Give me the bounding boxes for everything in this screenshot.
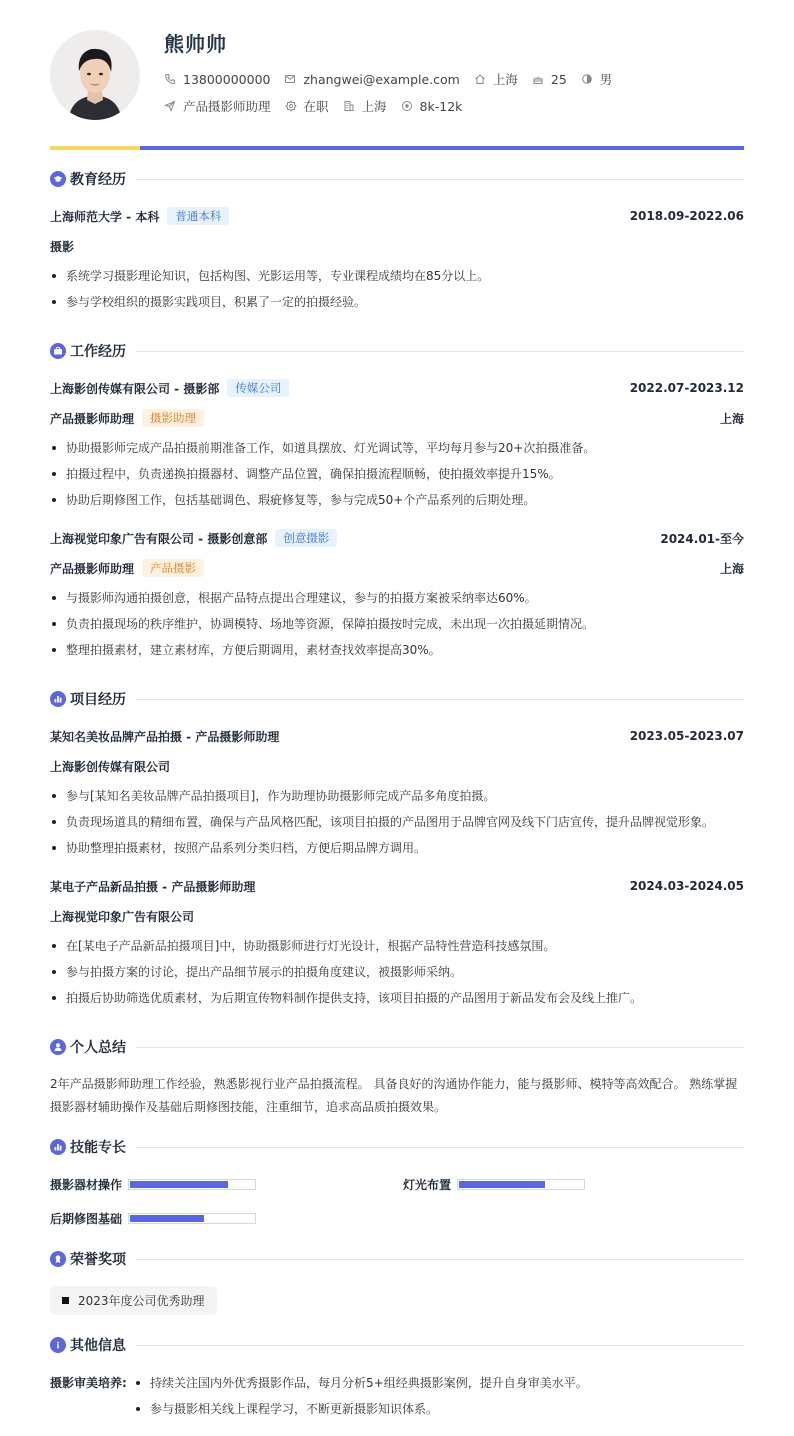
gender-value: 男 — [599, 72, 613, 87]
section-title: 其他信息 — [70, 1338, 126, 1354]
email-item — [284, 72, 459, 87]
cake-icon — [532, 73, 544, 85]
list-item: 参与拍摄方案的讨论，提出产品细节展示的拍摄角度建议，被摄影师采纳。 — [50, 959, 744, 985]
major-row — [50, 236, 744, 256]
project-company-row — [50, 756, 744, 776]
list-item: 协助整理拍摄素材，按照产品系列分类归档，方便后期品牌方调用。 — [50, 835, 744, 861]
send-icon — [164, 100, 176, 112]
list-item: 协助后期修图工作，包括基础调色、瑕疵修复等，参与完成50+个产品系列的后期处理。 — [50, 487, 744, 513]
mail-icon — [284, 73, 296, 85]
skill-level-bar — [128, 1213, 256, 1224]
award-label: 2023年度公司优秀助理 — [78, 1294, 205, 1308]
section-title: 工作经历 — [70, 344, 126, 360]
work-role-row — [50, 558, 744, 578]
list-item: 在[某电子产品新品拍摄项目]中，协助摄影师进行灯光设计，根据产品特性营造科技感氛围。 — [50, 933, 744, 959]
role-tag: 摄影助理 — [142, 409, 204, 427]
city-value: 上海 — [361, 99, 387, 114]
hometown-item — [474, 70, 518, 88]
skill-level-bar — [128, 1179, 256, 1190]
project-bullets — [50, 783, 744, 861]
skill-item — [50, 1210, 256, 1227]
work-location: 上海 — [719, 411, 744, 426]
project-bullets — [50, 933, 744, 1011]
contact-info-row — [164, 70, 626, 88]
section-awards-heading — [50, 1249, 744, 1269]
project-company: 上海影创传媒有限公司 — [50, 759, 171, 774]
company-tag: 创意摄影 — [275, 529, 337, 547]
list-item: 参与学校组织的摄影实践项目，积累了一定的拍摄经验。 — [50, 289, 744, 315]
company-tag: 传媒公司 — [227, 379, 289, 397]
work-date: 2024.01-至今 — [660, 531, 744, 546]
other-label: 摄影审美培养: — [50, 1376, 127, 1390]
section-title: 荣誉奖项 — [70, 1252, 126, 1268]
section-work-heading — [50, 341, 744, 361]
salary-value: 8k-12k — [419, 98, 463, 114]
work-header-row — [50, 528, 744, 548]
email-value: zhangwei@example.com — [303, 71, 460, 87]
award-badge — [50, 1286, 217, 1315]
gear-icon — [285, 100, 297, 112]
section-education-heading — [50, 169, 744, 189]
section-projects-heading — [50, 689, 744, 709]
square-bullet-icon — [62, 1297, 69, 1304]
skill-level-bar — [457, 1179, 585, 1190]
info-icon — [50, 1337, 66, 1353]
avatar — [50, 30, 140, 120]
list-item: 拍摄后协助筛选优质素材，为后期宣传物料制作提供支持，该项目拍摄的产品图用于新品发布会及线上推广。 — [50, 985, 744, 1011]
skill-item — [403, 1176, 585, 1193]
project-header-row — [50, 726, 744, 746]
gender-icon — [581, 73, 593, 85]
position-value: 产品摄影师助理 — [183, 99, 271, 114]
section-summary-heading — [50, 1037, 744, 1057]
school-name: 上海师范大学 - 本科 — [50, 209, 160, 224]
user-icon — [50, 1039, 66, 1055]
award-icon — [50, 1251, 66, 1267]
candidate-name: 熊帅帅 — [164, 32, 227, 56]
graduation-cap-icon — [50, 171, 66, 187]
list-item: 协助摄影师完成产品拍摄前期准备工作，如道具摆放、灯光调试等，平均每月参与20+次拍摄准备。 — [50, 435, 744, 461]
list-item: 持续关注国内外优秀摄影作品，每月分析5+组经典摄影案例，提升自身审美水平。 — [134, 1370, 744, 1396]
header-divider-bar — [50, 146, 744, 150]
salary-item — [401, 99, 463, 114]
skill-name: 摄影器材操作 — [50, 1178, 123, 1192]
list-item: 负责拍摄现场的秩序维护，协调模特、场地等资源，保障拍摄按时完成，未出现一次拍摄延期情况。 — [50, 611, 744, 637]
section-title: 技能专长 — [70, 1140, 126, 1156]
skill-name: 后期修图基础 — [50, 1212, 123, 1226]
phone-value: 13800000000 — [183, 71, 271, 87]
project-company-row — [50, 906, 744, 926]
briefcase-icon — [50, 343, 66, 359]
status-value: 在职 — [303, 99, 329, 114]
role-tag: 产品摄影 — [142, 559, 204, 577]
gender-item — [581, 70, 613, 88]
education-date: 2018.09-2022.06 — [629, 209, 744, 223]
hometown-value: 上海 — [492, 72, 518, 87]
project-date: 2024.03-2024.05 — [629, 879, 744, 893]
work-location: 上海 — [719, 561, 744, 576]
major-name: 摄影 — [50, 239, 75, 254]
phone-icon — [164, 73, 176, 85]
work-role-row — [50, 408, 744, 428]
list-item: 参与[某知名美妆品牌产品拍摄项目]，作为助理协助摄影师完成产品多角度拍摄。 — [50, 783, 744, 809]
role-name: 产品摄影师助理 — [50, 561, 135, 576]
skill-item — [50, 1176, 256, 1193]
company-name: 上海视觉印象广告有限公司 - 摄影创意部 — [50, 531, 268, 546]
position-item — [164, 97, 271, 115]
work-header-row — [50, 378, 744, 398]
skill-name: 灯光布置 — [403, 1178, 452, 1192]
list-item: 与摄影师沟通拍摄创意，根据产品特点提出合理建议，参与的拍摄方案被采纳率达60%。 — [50, 585, 744, 611]
status-item — [285, 97, 329, 115]
work-date: 2022.07-2023.12 — [629, 381, 744, 395]
list-item: 整理拍摄素材，建立素材库，方便后期调用，素材查找效率提高30%。 — [50, 637, 744, 663]
company-name: 上海影创传媒有限公司 - 摄影部 — [50, 381, 220, 396]
list-item: 拍摄过程中，负责递换拍摄器材、调整产品位置，确保拍摄流程顺畅，使拍摄效率提升15%。 — [50, 461, 744, 487]
education-bullets — [50, 263, 744, 315]
list-item: 负责现场道具的精细布置，确保与产品风格匹配，该项目拍摄的产品图用于品牌官网及线下门店宣传，提升品牌视觉形象。 — [50, 809, 744, 835]
chart-icon — [50, 691, 66, 707]
work-bullets — [50, 435, 744, 513]
section-skills-heading — [50, 1137, 744, 1157]
list-item: 参与摄影相关线上课程学习，不断更新摄影知识体系。 — [134, 1396, 744, 1422]
section-other-heading — [50, 1335, 744, 1355]
work-bullets — [50, 585, 744, 663]
list-item: 系统学习摄影理论知识，包括构图、光影运用等，专业课程成绩均在85分以上。 — [50, 263, 744, 289]
project-name: 某知名美妆品牌产品拍摄 - 产品摄影师助理 — [50, 729, 280, 744]
project-name: 某电子产品新品拍摄 - 产品摄影师助理 — [50, 879, 256, 894]
section-title: 个人总结 — [70, 1040, 126, 1056]
job-intent-row — [164, 97, 476, 115]
education-tag: 普通本科 — [167, 207, 229, 225]
education-header-row — [50, 206, 744, 226]
bar-chart-icon — [50, 1139, 66, 1155]
other-bullets — [134, 1370, 744, 1422]
summary-text: 2年产品摄影师助理工作经验，熟悉影视行业产品拍摄流程。 具备良好的沟通协作能力，能与摄影师、模特等高效配合。 熟练掌握摄影器材辅助操作及基础后期修图技能，注重细节，追求高品质拍摄效果。 — [50, 1077, 738, 1114]
age-value: 25 — [550, 71, 567, 87]
coin-icon — [401, 100, 413, 112]
phone-item — [164, 72, 270, 87]
section-title: 项目经历 — [70, 692, 126, 708]
project-company: 上海视觉印象广告有限公司 — [50, 909, 195, 924]
age-item — [532, 72, 567, 87]
section-title: 教育经历 — [70, 172, 126, 188]
building-icon — [343, 100, 355, 112]
home-icon — [474, 73, 486, 85]
city-item — [343, 97, 387, 115]
project-date: 2023.05-2023.07 — [629, 729, 744, 743]
project-header-row — [50, 876, 744, 896]
role-name: 产品摄影师助理 — [50, 411, 135, 426]
